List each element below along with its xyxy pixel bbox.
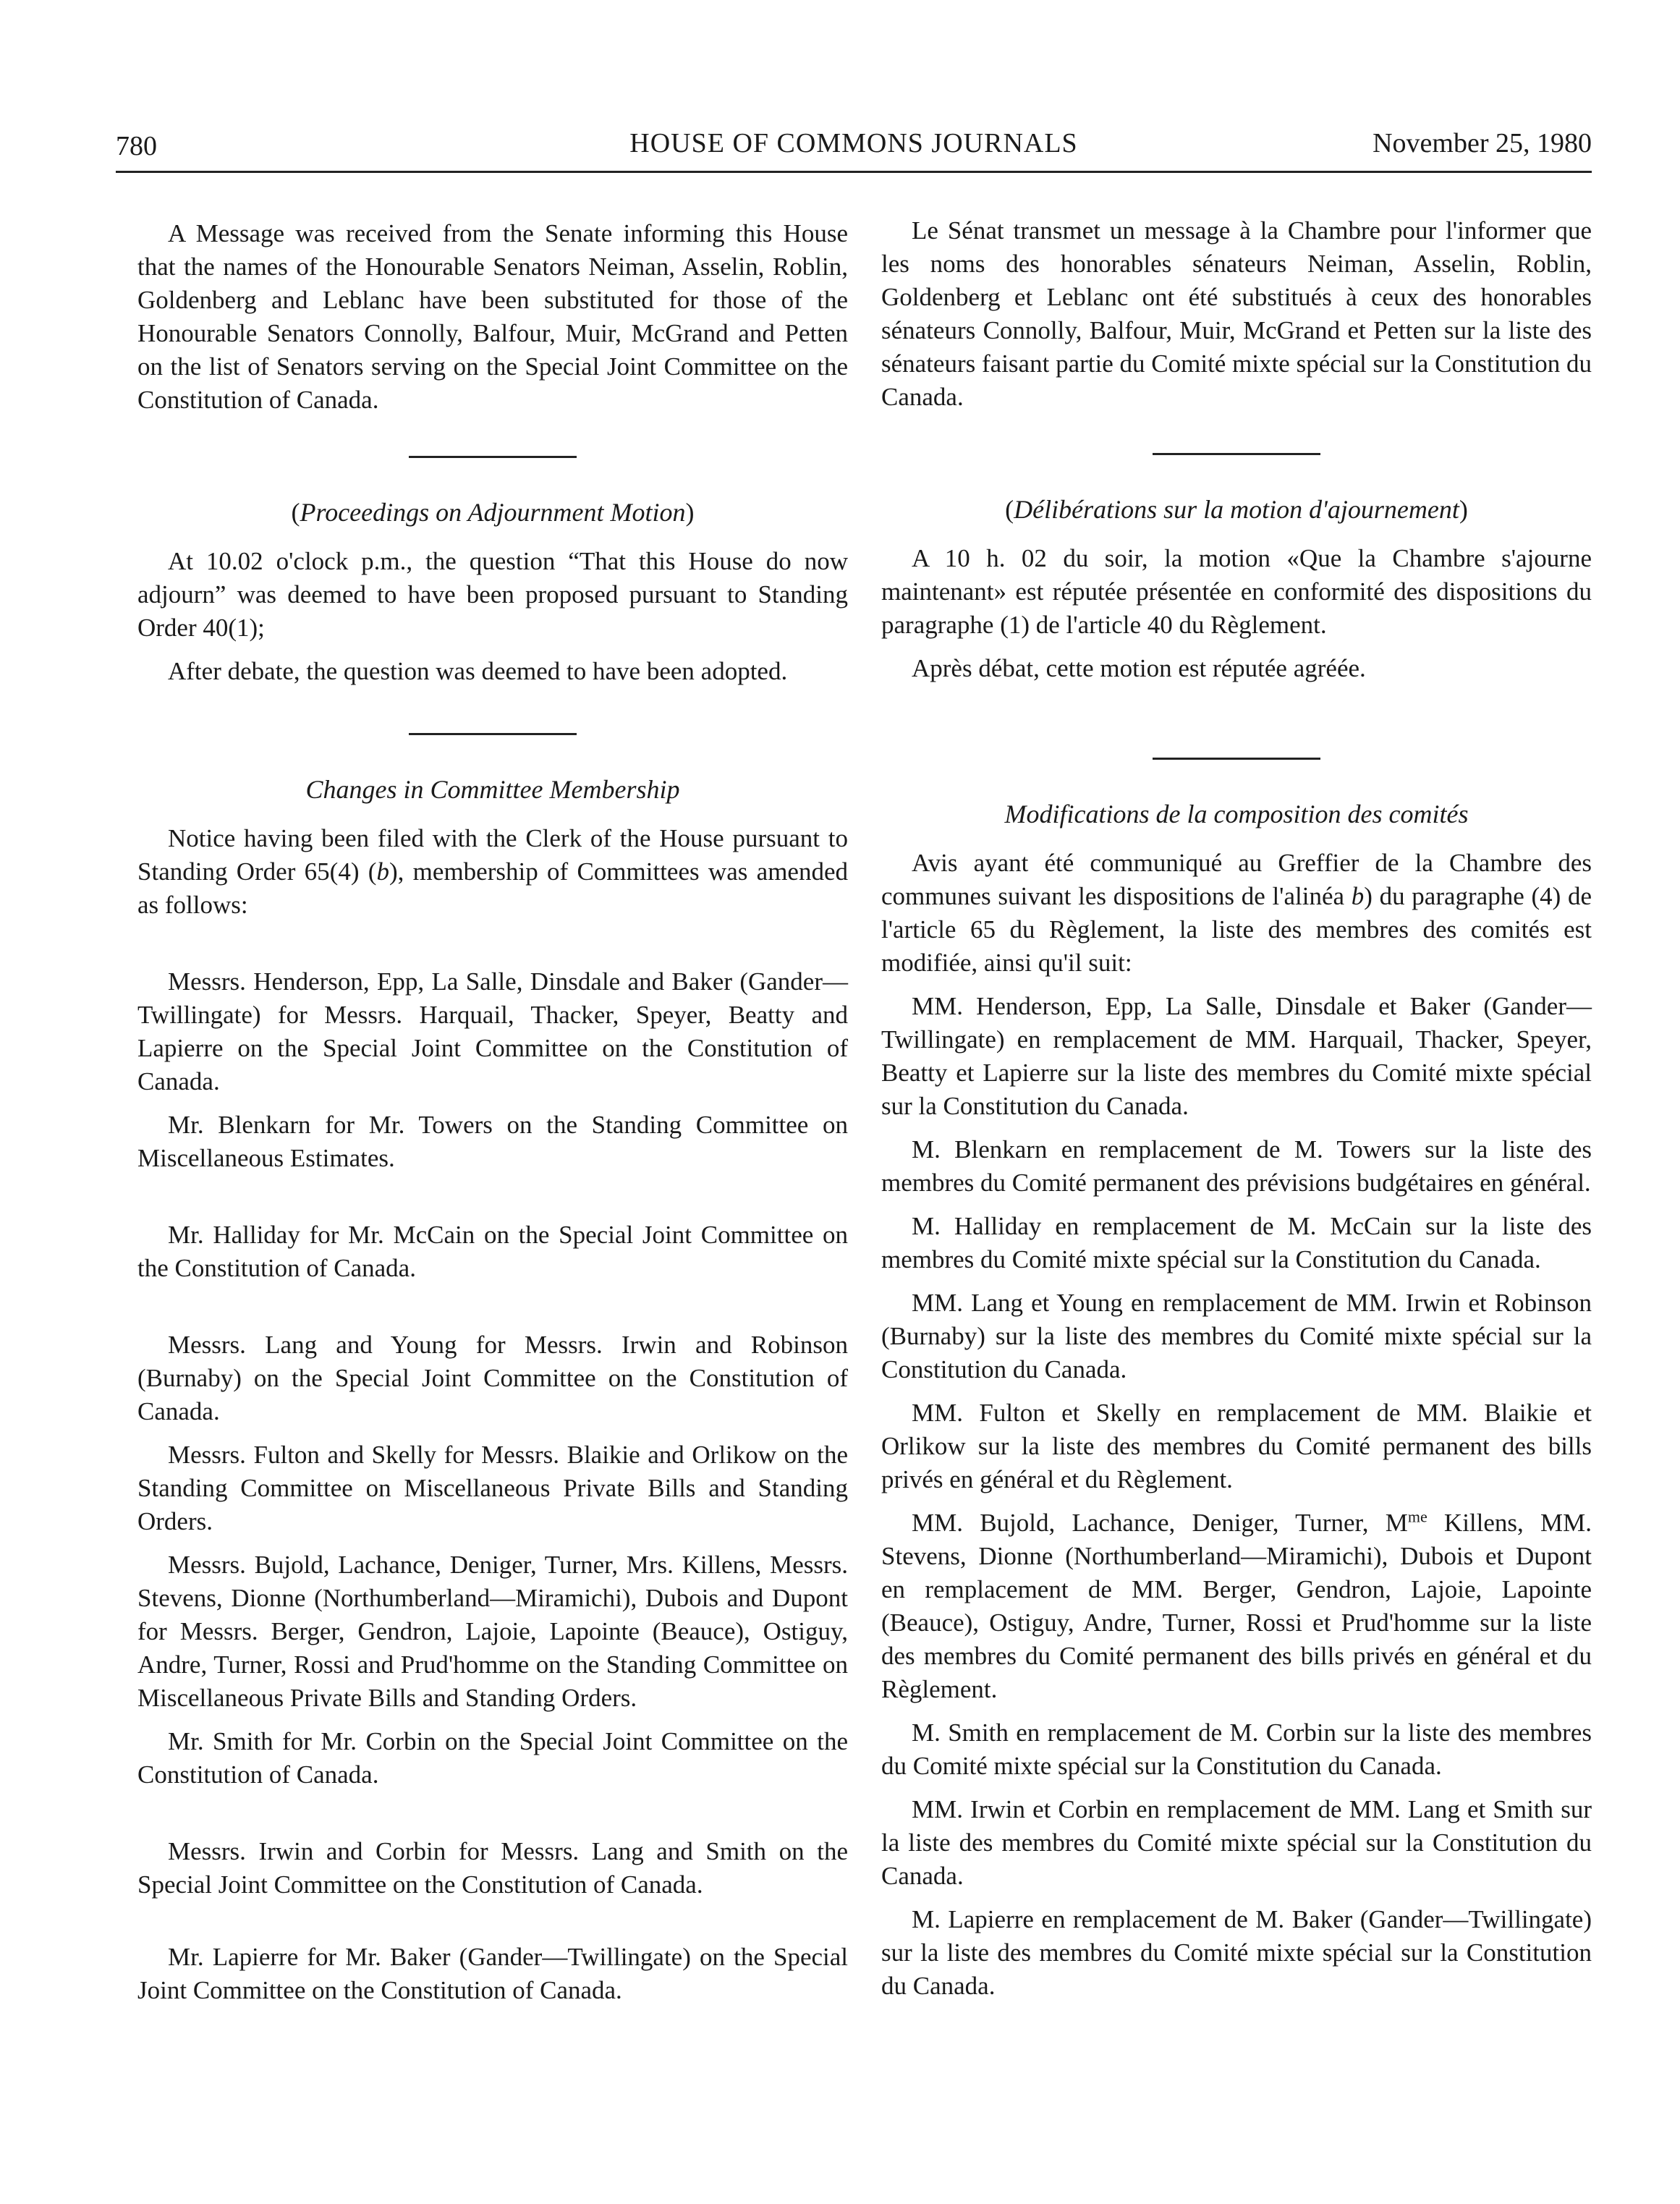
page-number: 780 (116, 131, 157, 161)
paren-open: ( (291, 498, 300, 527)
paren-close: ) (685, 498, 695, 527)
membership-change-en: Mr. Blenkarn for Mr. Towers on the Standing Committee on Miscellaneous Estimates. (137, 1111, 848, 1172)
membership-change-fr: M. Blenkarn en remplacement de M. Towers sur la liste des membres du Comité permanent des prévisions budgétaires en général. (881, 1135, 1592, 1197)
journal-title: HOUSE OF COMMONS JOURNALS (629, 128, 1078, 158)
notice-text: ), membership of Committees was amended as follows: (137, 857, 848, 919)
paren-close: ) (1459, 495, 1468, 524)
notice-text: Notice having been filed with the Clerk of the House pursuant to Standing Order 65(4) ( (137, 824, 848, 886)
adjournment-result-en: After debate, the question was deemed to have been adopted. (168, 657, 788, 685)
membership-change-fr: M. Smith en remplacement de M. Corbin sur la liste des membres du Comité mixte spécial sur la Constitution du Canada. (881, 1718, 1592, 1780)
committee-heading-fr: Modifications de la composition des comités (1004, 800, 1469, 828)
membership-change-fr: M. Halliday en remplacement de M. McCain sur la liste des membres du Comité mixte spécial sur la Constitution du Canada. (881, 1212, 1592, 1273)
committee-heading-en: Changes in Committee Membership (305, 775, 680, 804)
section-divider (409, 456, 577, 458)
membership-change-fr: MM. Henderson, Epp, La Salle, Dinsdale et Baker (Gander—Twillingate) en remplacement de MM. Harquail, Thacker, Speyer, Beatty et Lapierre sur la liste des membres du Comité mixte spécial sur la Constitution du Canada. (881, 992, 1592, 1120)
notice-text: Avis ayant été communiqué au Greffier de la Chambre des communes suivant les dispositions de l'alinéa (881, 849, 1592, 910)
change-text: Dupont en remplacement de MM. Berger, Gendron, Lajoie, Lapointe (Beauce), Ostiguy, Andre, Turner, Rossi et Prud'homme sur la liste des membres du Comité permanent des bills privés en général et du Règlement. (881, 1542, 1592, 1703)
membership-change-en: Messrs. Fulton and Skelly for Messrs. Blaikie and Orlikow on the Standing Committee on Miscellaneous Private Bills and Standing Orders. (137, 1441, 848, 1535)
change-text: MM. Bujold, Lachance, Deniger, Turner, M (912, 1509, 1408, 1537)
heading-text: Délibérations sur la motion d'ajournement (1014, 495, 1459, 524)
membership-change-fr (881, 1506, 1592, 1706)
adjournment-paragraph-en: At 10.02 o'clock p.m., the question “That this House do now adjourn” was deemed to have been proposed pursuant to Standing Order 40(1); (137, 547, 848, 642)
membership-change-en: Messrs. Lang and Young for Messrs. Irwin and Robinson (Burnaby) on the Special Joint Committee on the Constitution of Canada. (137, 1331, 848, 1425)
english-column (137, 217, 848, 2007)
senate-message-en: A Message was received from the Senate informing this House that the names of the Honourable Senators Neiman, Asselin, Roblin, Goldenberg and Leblanc have been substituted for those of the Honourable Senators Connolly, Balfour, Muir, McGrand and Petten on the list of Senators serving on the Special Joint Committee on the Constitution of Canada. (137, 219, 848, 414)
adjournment-paragraph-fr: A 10 h. 02 du soir, la motion «Que la Chambre s'ajourne maintenant» est réputée présentée en conformité des dispositions du paragraphe (1) de l'article 40 du Règlement. (881, 544, 1592, 639)
membership-change-en: Messrs. Henderson, Epp, La Salle, Dinsdale and Baker (Gander—Twillingate) for Messrs. Harquail, Thacker, Speyer, Beatty and Lapierre on the Special Joint Committee on the Constitution of Canada. (137, 967, 848, 1095)
paren-open: ( (1005, 495, 1014, 524)
notice-paragraph-en (137, 822, 848, 922)
change-text: Killens, MM. Stevens, Dionne (Northumberland—Miramichi), Dubois et (881, 1509, 1592, 1570)
membership-change-en: Mr. Smith for Mr. Corbin on the Special Joint Committee on the Constitution of Canada. (137, 1727, 848, 1789)
membership-change-en: Mr. Halliday for Mr. McCain on the Special Joint Committee on the Constitution of Canada. (137, 1221, 848, 1282)
notice-paragraph-fr (881, 847, 1592, 980)
membership-change-fr: MM. Fulton et Skelly en remplacement de MM. Blaikie et Orlikow sur la liste des membres du Comité permanent des bills privés en général et du Règlement. (881, 1399, 1592, 1493)
membership-change-fr: MM. Lang et Young en remplacement de MM. Irwin et Robinson (Burnaby) sur la liste des membres du Comité mixte spécial sur la Constitution du Canada. (881, 1289, 1592, 1383)
page-header (116, 122, 1592, 173)
section-divider (1153, 758, 1320, 760)
adjournment-heading-fr (881, 493, 1592, 526)
membership-change-fr: MM. Irwin et Corbin en remplacement de MM. Lang et Smith sur la liste des membres du Comité mixte spécial sur la Constitution du Canada. (881, 1795, 1592, 1890)
notice-italic: b (376, 857, 389, 886)
adjournment-heading-en (137, 496, 848, 529)
page-date: November 25, 1980 (1373, 128, 1592, 158)
section-divider (1153, 453, 1320, 455)
french-column (881, 217, 1592, 2003)
section-divider (409, 733, 577, 735)
membership-change-fr: M. Lapierre en remplacement de M. Baker (Gander—Twillingate) sur la liste des membres du Comité mixte spécial sur la Constitution du Canada. (881, 1905, 1592, 2000)
heading-text: Proceedings on Adjournment Motion (300, 498, 686, 527)
notice-text: ) du paragraphe (4) de l'article 65 du Règlement, la liste des membres des comités est modifiée, ainsi qu'il suit: (881, 882, 1592, 977)
membership-change-en: Messrs. Bujold, Lachance, Deniger, Turner, Mrs. Killens, Messrs. Stevens, Dionne (Northumberland—Miramichi), Dubois and Dupont for Messrs. Berger, Gendron, Lajoie, Lapointe (Beauce), Ostiguy, Andre, Turner, Rossi and Prud'homme on the Standing Committee on Miscellaneous Private Bills and Standing Orders. (137, 1551, 848, 1712)
senate-message-fr: Le Sénat transmet un message à la Chambre pour l'informer que les noms des honorables sénateurs Neiman, Asselin, Roblin, Goldenberg et Leblanc ont été substitués à ceux des honorables sénateurs Connolly, Balfour, Muir, McGrand et Petten sur la liste des sénateurs faisant partie du Comité mixte spécial sur la Constitution du Canada. (881, 216, 1592, 411)
notice-italic: b (1351, 882, 1365, 910)
membership-change-en: Messrs. Irwin and Corbin for Messrs. Lang and Smith on the Special Joint Committee on the Constitution of Canada. (137, 1837, 848, 1899)
membership-change-en: Mr. Lapierre for Mr. Baker (Gander—Twillingate) on the Special Joint Committee on the Constitution of Canada. (137, 1943, 848, 2004)
superscript: me (1407, 1507, 1427, 1526)
adjournment-result-fr: Après débat, cette motion est réputée agréée. (912, 654, 1366, 682)
